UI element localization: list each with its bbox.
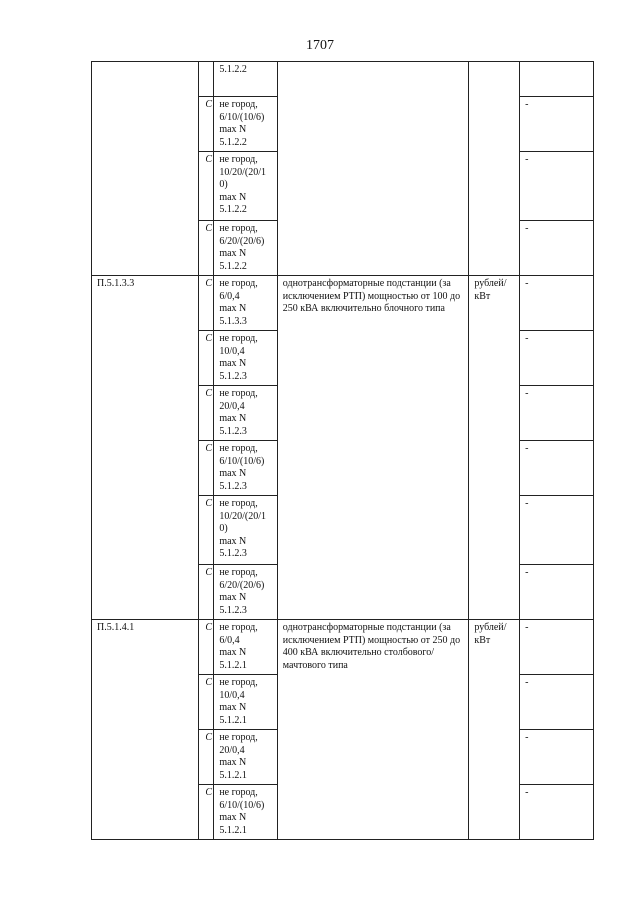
value-cell: - xyxy=(520,565,594,620)
type-cell: С xyxy=(199,276,214,331)
value-cell: - xyxy=(520,785,594,840)
value-cell: - xyxy=(520,331,594,386)
value-cell: - xyxy=(520,496,594,565)
table-row xyxy=(92,62,594,97)
description-cell: однотрансформаторные подстанции (за исключением РТП) мощностью от 250 до 400 кВА включительно столбового/мачтового типа xyxy=(277,620,469,840)
value-cell: - xyxy=(520,221,594,276)
unit-cell: рублей/ кВт xyxy=(469,620,520,840)
type-cell xyxy=(199,62,214,97)
condition-cell: не город, 6/20/(20/6) max N 5.1.2.2 xyxy=(214,221,277,276)
condition-cell: не город, 6/10/(10/6) max N 5.1.2.1 xyxy=(214,785,277,840)
condition-cell: не город, 6/20/(20/6) max N 5.1.2.3 xyxy=(214,565,277,620)
condition-cell: не город, 10/0,4 max N 5.1.2.1 xyxy=(214,675,277,730)
condition-cell: не город, 20/0,4 max N 5.1.2.1 xyxy=(214,730,277,785)
condition-cell: не город, 10/20/(20/1 0) max N 5.1.2.2 xyxy=(214,152,277,221)
value-cell: - xyxy=(520,97,594,152)
item-code-cell: П.5.1.3.3 xyxy=(92,276,199,620)
value-cell: - xyxy=(520,675,594,730)
type-cell: С xyxy=(199,620,214,675)
type-cell: С xyxy=(199,331,214,386)
condition-cell: не город, 6/10/(10/6) max N 5.1.2.3 xyxy=(214,441,277,496)
type-cell: С xyxy=(199,675,214,730)
value-cell: - xyxy=(520,386,594,441)
type-cell: С xyxy=(199,97,214,152)
type-cell: С xyxy=(199,565,214,620)
condition-cell: не город, 6/10/(10/6) max N 5.1.2.2 xyxy=(214,97,277,152)
condition-cell: не город, 20/0,4 max N 5.1.2.3 xyxy=(214,386,277,441)
type-cell: С xyxy=(199,152,214,221)
condition-cell: 5.1.2.2 xyxy=(214,62,277,97)
unit-cell: рублей/ кВт xyxy=(469,276,520,620)
value-cell: - xyxy=(520,730,594,785)
value-cell xyxy=(520,62,594,97)
unit-cell xyxy=(469,62,520,276)
tariff-table xyxy=(91,61,594,840)
value-cell: - xyxy=(520,441,594,496)
value-cell: - xyxy=(520,276,594,331)
page-number: 1707 xyxy=(306,38,334,53)
condition-cell: не город, 10/0,4 max N 5.1.2.3 xyxy=(214,331,277,386)
type-cell: С xyxy=(199,386,214,441)
type-cell: С xyxy=(199,785,214,840)
condition-cell: не город, 6/0,4 max N 5.1.3.3 xyxy=(214,276,277,331)
condition-cell: не город, 10/20/(20/1 0) max N 5.1.2.3 xyxy=(214,496,277,565)
item-code-cell: П.5.1.4.1 xyxy=(92,620,199,840)
type-cell: С xyxy=(199,441,214,496)
value-cell: - xyxy=(520,620,594,675)
condition-cell: не город, 6/0,4 max N 5.1.2.1 xyxy=(214,620,277,675)
item-code-cell xyxy=(92,62,199,276)
type-cell: С xyxy=(199,221,214,276)
value-cell: - xyxy=(520,152,594,221)
description-cell xyxy=(277,62,469,276)
type-cell: С xyxy=(199,730,214,785)
description-cell: однотрансформаторные подстанции (за исключением РТП) мощностью от 100 до 250 кВА включительно блочного типа xyxy=(277,276,469,620)
type-cell: С xyxy=(199,496,214,565)
table-row xyxy=(92,620,594,675)
table-row xyxy=(92,276,594,331)
